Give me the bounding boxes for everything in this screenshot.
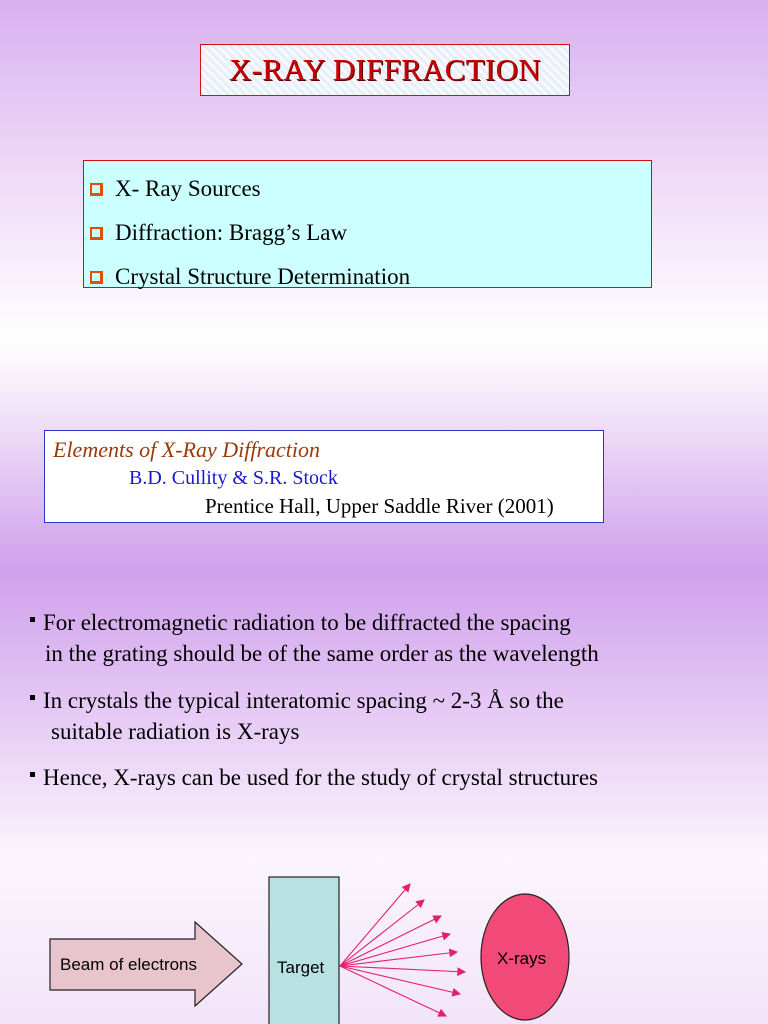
bullet-line: in the grating should be of the same order as the wavelength	[45, 641, 599, 666]
emitted-rays	[340, 884, 465, 1016]
reference-authors: B.D. Cullity & S.R. Stock	[129, 467, 338, 489]
bullet-line: For electromagnetic radiation to be diffracted the spacing	[43, 610, 571, 635]
topic-item	[84, 167, 651, 211]
checkbox-bullet-icon	[90, 183, 103, 196]
checkbox-bullet-icon	[90, 271, 103, 284]
xray-generation-diagram	[0, 860, 768, 1024]
reference-publisher: Prentice Hall, Upper Saddle River (2001)	[205, 494, 554, 518]
topic-item	[84, 211, 651, 255]
slide-title: X-RAY DIFFRACTION	[229, 52, 541, 87]
bullet-point	[30, 685, 750, 747]
square-bullet-icon	[30, 772, 35, 777]
bullet-point	[30, 762, 750, 793]
topic-label: Crystal Structure Determination	[115, 264, 411, 289]
bullet-line: In crystals the typical interatomic spacing ~ 2-3 Å so the	[43, 688, 564, 713]
ray-arrow	[340, 884, 410, 966]
beam-label: Beam of electrons	[60, 955, 198, 974]
reference-title: Elements of X-Ray Diffraction	[53, 437, 320, 462]
topics-box	[83, 160, 652, 288]
bullet-line: suitable radiation is X-rays	[51, 719, 300, 744]
topic-label: X- Ray Sources	[115, 176, 261, 201]
xrays-label: X-rays	[497, 949, 547, 968]
reference-box	[44, 430, 604, 523]
ray-arrow	[340, 900, 424, 966]
ray-arrow	[340, 966, 465, 972]
target-label: Target	[277, 958, 325, 977]
square-bullet-icon	[30, 617, 35, 622]
bullet-point	[30, 607, 750, 669]
topic-item	[84, 255, 651, 299]
slide-title-box	[200, 44, 570, 96]
bullet-line: Hence, X-rays can be used for the study of crystal structures	[43, 765, 598, 790]
checkbox-bullet-icon	[90, 227, 103, 240]
ray-arrow	[340, 966, 446, 1016]
square-bullet-icon	[30, 695, 35, 700]
topic-label: Diffraction: Bragg’s Law	[115, 220, 348, 245]
ray-arrow	[340, 966, 460, 994]
target-block	[269, 877, 339, 1024]
ray-arrow	[340, 952, 457, 966]
